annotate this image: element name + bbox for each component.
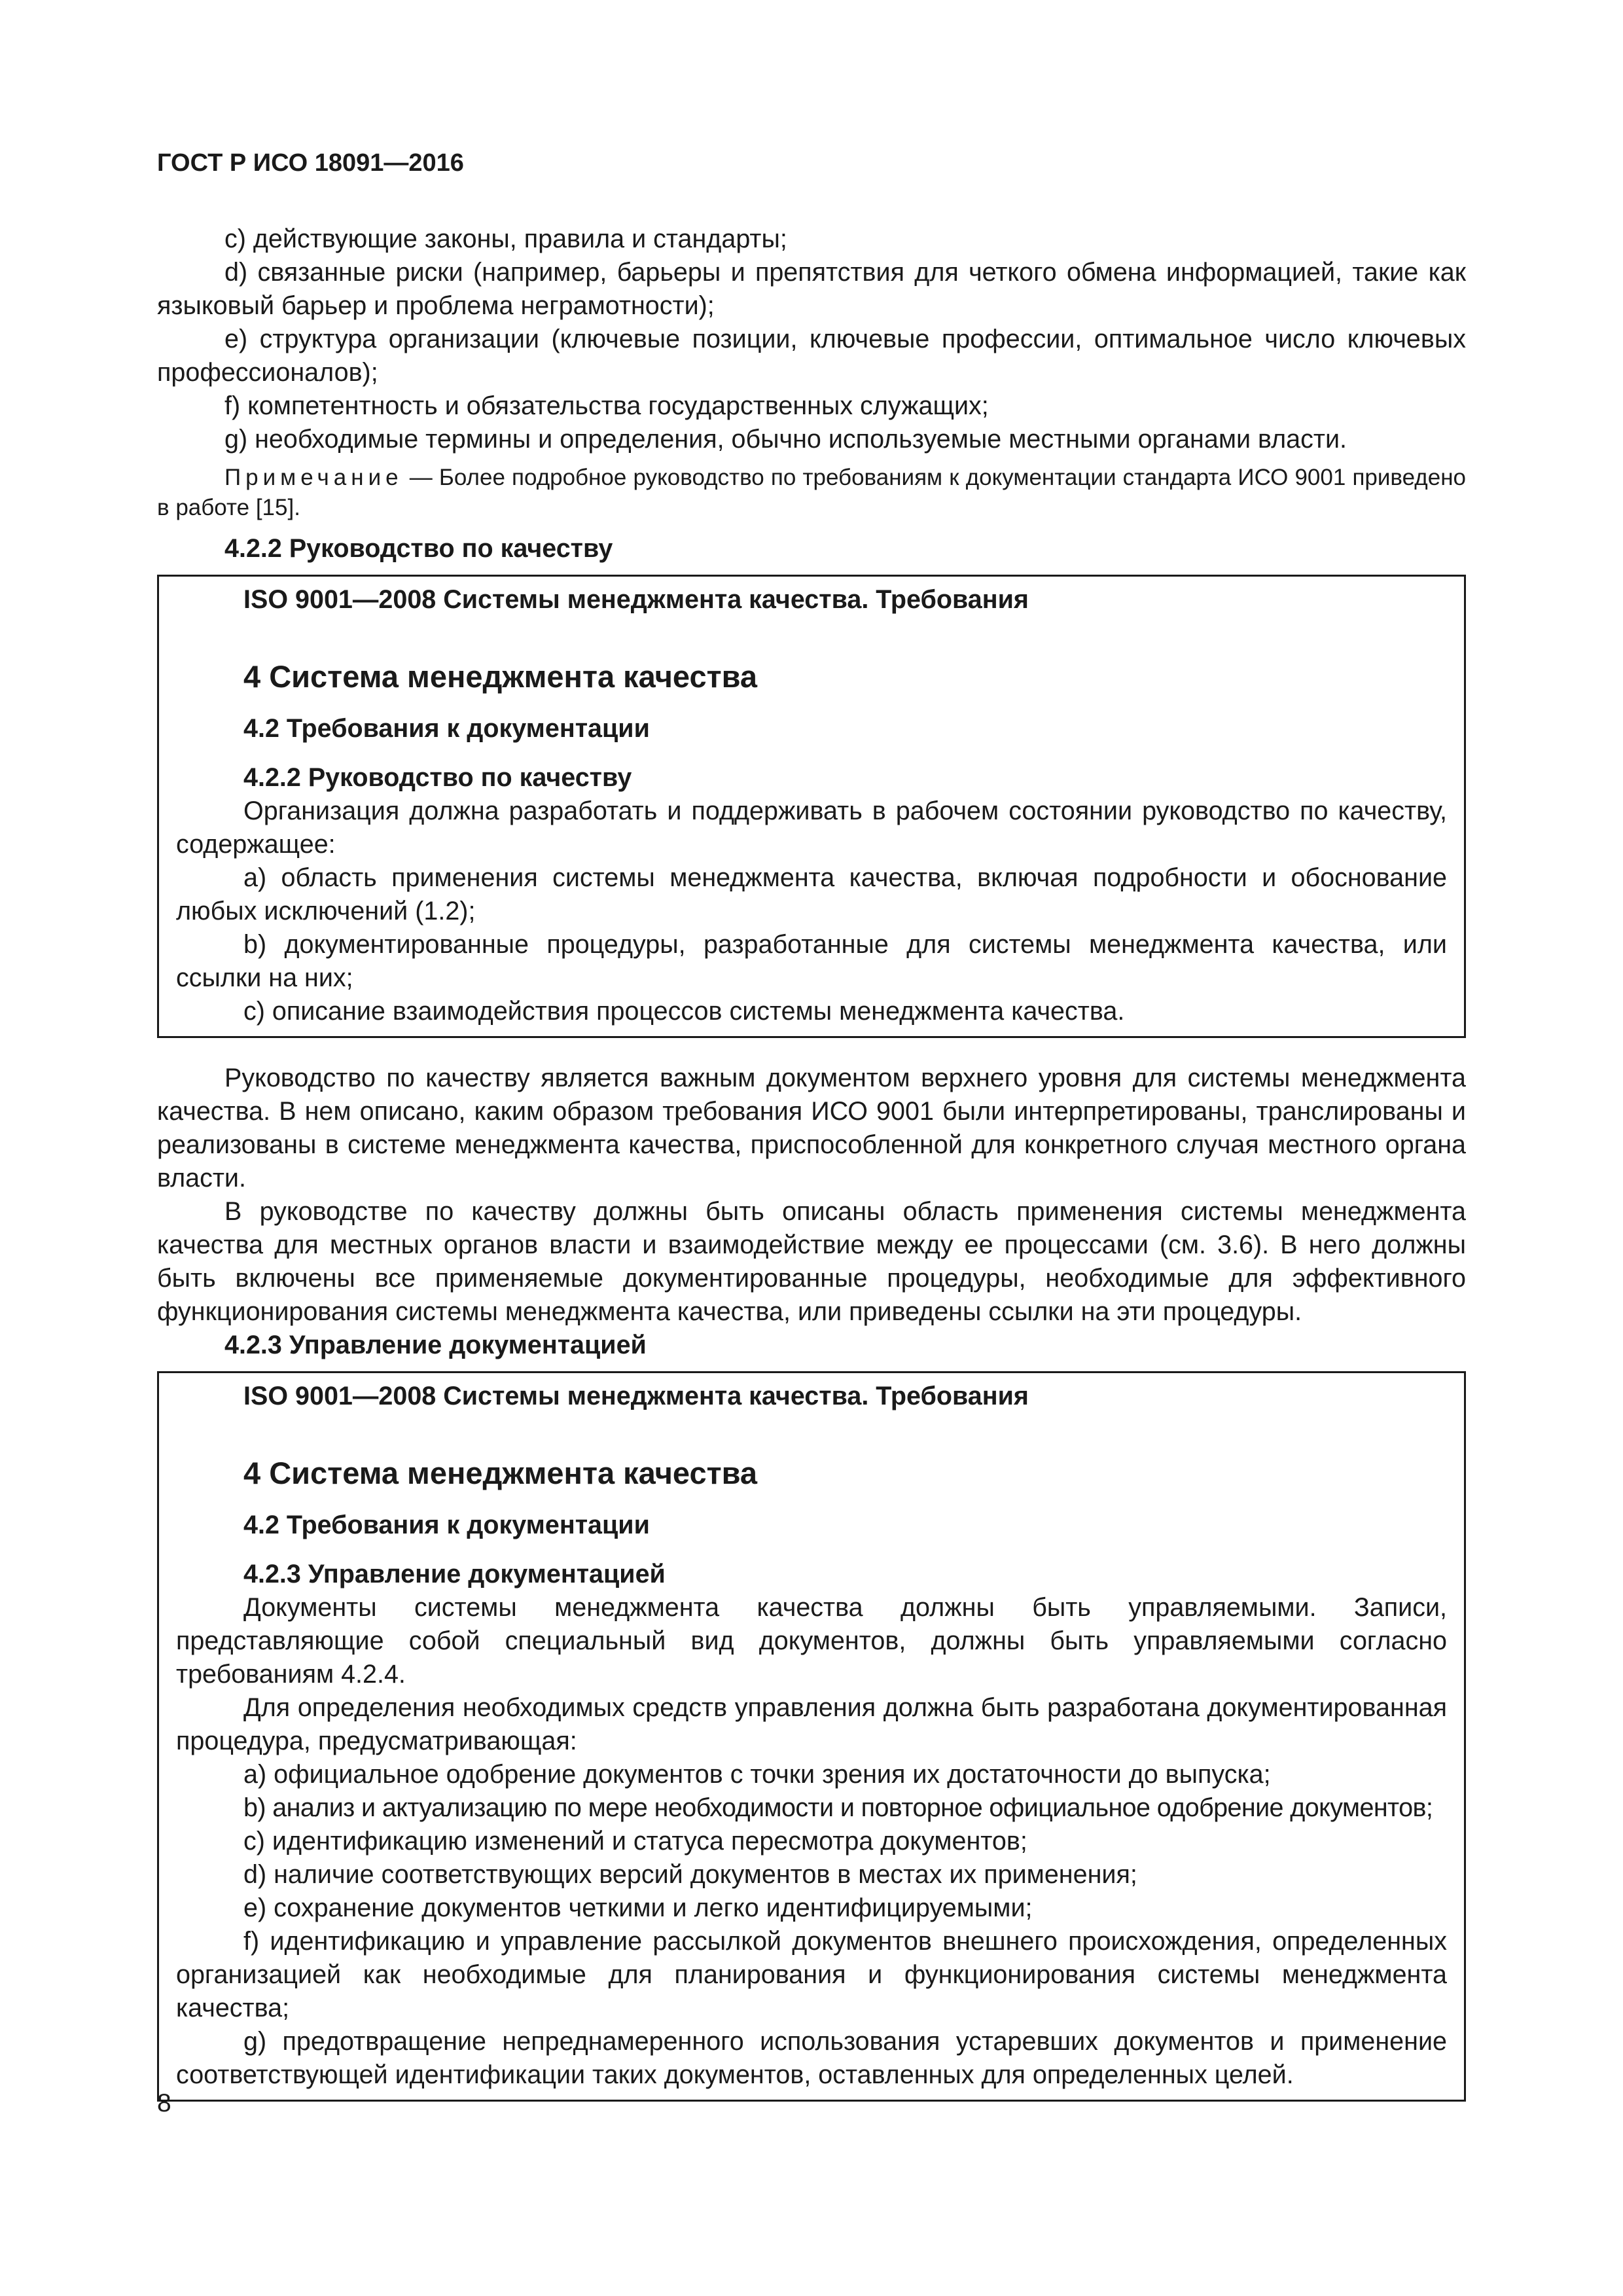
- list-item-c: с) действующие законы, правила и стандарты;: [224, 224, 787, 253]
- quote-box-4-2-2: [157, 575, 1466, 1038]
- body-paragraph: Руководство по качеству является важным документом верхнего уровня для системы менеджмента качества. В нем описано, каким образом требования ИСО 9001 были интерпретированы, транслированы и реализованы в системе менеджмента качества, приспособленной для конкретного случая местного органа власти.: [157, 1064, 1466, 1193]
- list-item-e: е) структура организации (ключевые позиции, ключевые профессии, оптимальное число ключевых профессионалов);: [157, 325, 1466, 387]
- document-header: ГОСТ Р ИСО 18091—2016: [157, 149, 464, 177]
- box-list-item-a: a) официальное одобрение документов с точки зрения их достаточности до выпуска;: [243, 1760, 1271, 1789]
- note: [157, 463, 1466, 523]
- list-item-d: d) связанные риски (например, барьеры и препятствия для четкого обмена информацией, такие как языковый барьер и проблема неграмотности);: [157, 258, 1466, 320]
- box-source-title: ISO 9001—2008 Системы менеджмента качества. Требования: [243, 585, 1029, 614]
- quote-box-4-2-3: [157, 1371, 1466, 2102]
- box-paragraph: Организация должна разработать и поддерживать в рабочем состоянии руководство по качеству, содержащее:: [176, 797, 1447, 859]
- box-list-item-c: c) идентификацию изменений и статуса пересмотра документов;: [243, 1827, 1027, 1856]
- box-source-title: ISO 9001—2008 Системы менеджмента качества. Требования: [243, 1382, 1029, 1410]
- box-heading-4-2: 4.2 Требования к документации: [243, 1511, 650, 1539]
- section-heading-4-2-2: 4.2.2 Руководство по качеству: [224, 534, 613, 563]
- box-list-item-d: d) наличие соответствующих версий документов в местах их применения;: [243, 1860, 1137, 1889]
- box-list-item-e: e) сохранение документов четкими и легко идентифицируемыми;: [243, 1893, 1033, 1922]
- note-label: Примечание: [224, 465, 403, 490]
- list-item-f: f) компетентность и обязательства государственных служащих;: [224, 391, 989, 420]
- note-text: — Более подробное руководство по требованиям к документации стандарта ИСО 9001 приведено в работе [15].: [157, 465, 1466, 520]
- box-paragraph: Для определения необходимых средств управления должна быть разработана документированная процедура, предусматривающая:: [176, 1693, 1447, 1755]
- box-heading-4: 4 Система менеджмента качества: [243, 659, 758, 694]
- box-list-item-a: а) область применения системы менеджмента качества, включая подробности и обоснование любых исключений (1.2);: [176, 863, 1447, 925]
- page-content: [157, 223, 1466, 2102]
- box-heading-4-2: 4.2 Требования к документации: [243, 714, 650, 743]
- body-paragraph: В руководстве по качеству должны быть описаны область применения системы менеджмента качества для местных органов власти и взаимодействие между ее процессами (см. 3.6). В него должны быть включены все применяемые документированные процедуры, необходимые для эффективного функционирования системы менеджмента качества, или приведены ссылки на эти процедуры.: [157, 1197, 1466, 1326]
- box-list-item-g: g) предотвращение непреднамеренного использования устаревших документов и применение соответствующей идентификации таких документов, оставленных для определенных целей.: [176, 2027, 1447, 2089]
- box-list-item-c: с) описание взаимодействия процессов системы менеджмента качества.: [243, 997, 1125, 1026]
- section-heading-4-2-3: 4.2.3 Управление документацией: [224, 1331, 647, 1359]
- box-heading-4: 4 Система менеджмента качества: [243, 1456, 758, 1490]
- list-item-g: g) необходимые термины и определения, обычно используемые местными органами власти.: [224, 425, 1347, 454]
- box-heading-4-2-2: 4.2.2 Руководство по качеству: [243, 763, 632, 792]
- box-list-item-b: b) анализ и актуализацию по мере необходимости и повторное официальное одобрение документов;: [243, 1793, 1433, 1822]
- box-heading-4-2-3: 4.2.3 Управление документацией: [243, 1560, 666, 1588]
- box-list-item-b: b) документированные процедуры, разработанные для системы менеджмента качества, или ссылки на них;: [176, 930, 1447, 992]
- box-paragraph: Документы системы менеджмента качества должны быть управляемыми. Записи, представляющие собой специальный вид документов, должны быть управляемыми согласно требованиям 4.2.4.: [176, 1593, 1447, 1689]
- page-number: 8: [157, 2089, 171, 2117]
- box-list-item-f: f) идентификацию и управление рассылкой документов внешнего происхождения, определенных организацией как необходимые для планирования и функционирования системы менеджмента качества;: [176, 1927, 1447, 2022]
